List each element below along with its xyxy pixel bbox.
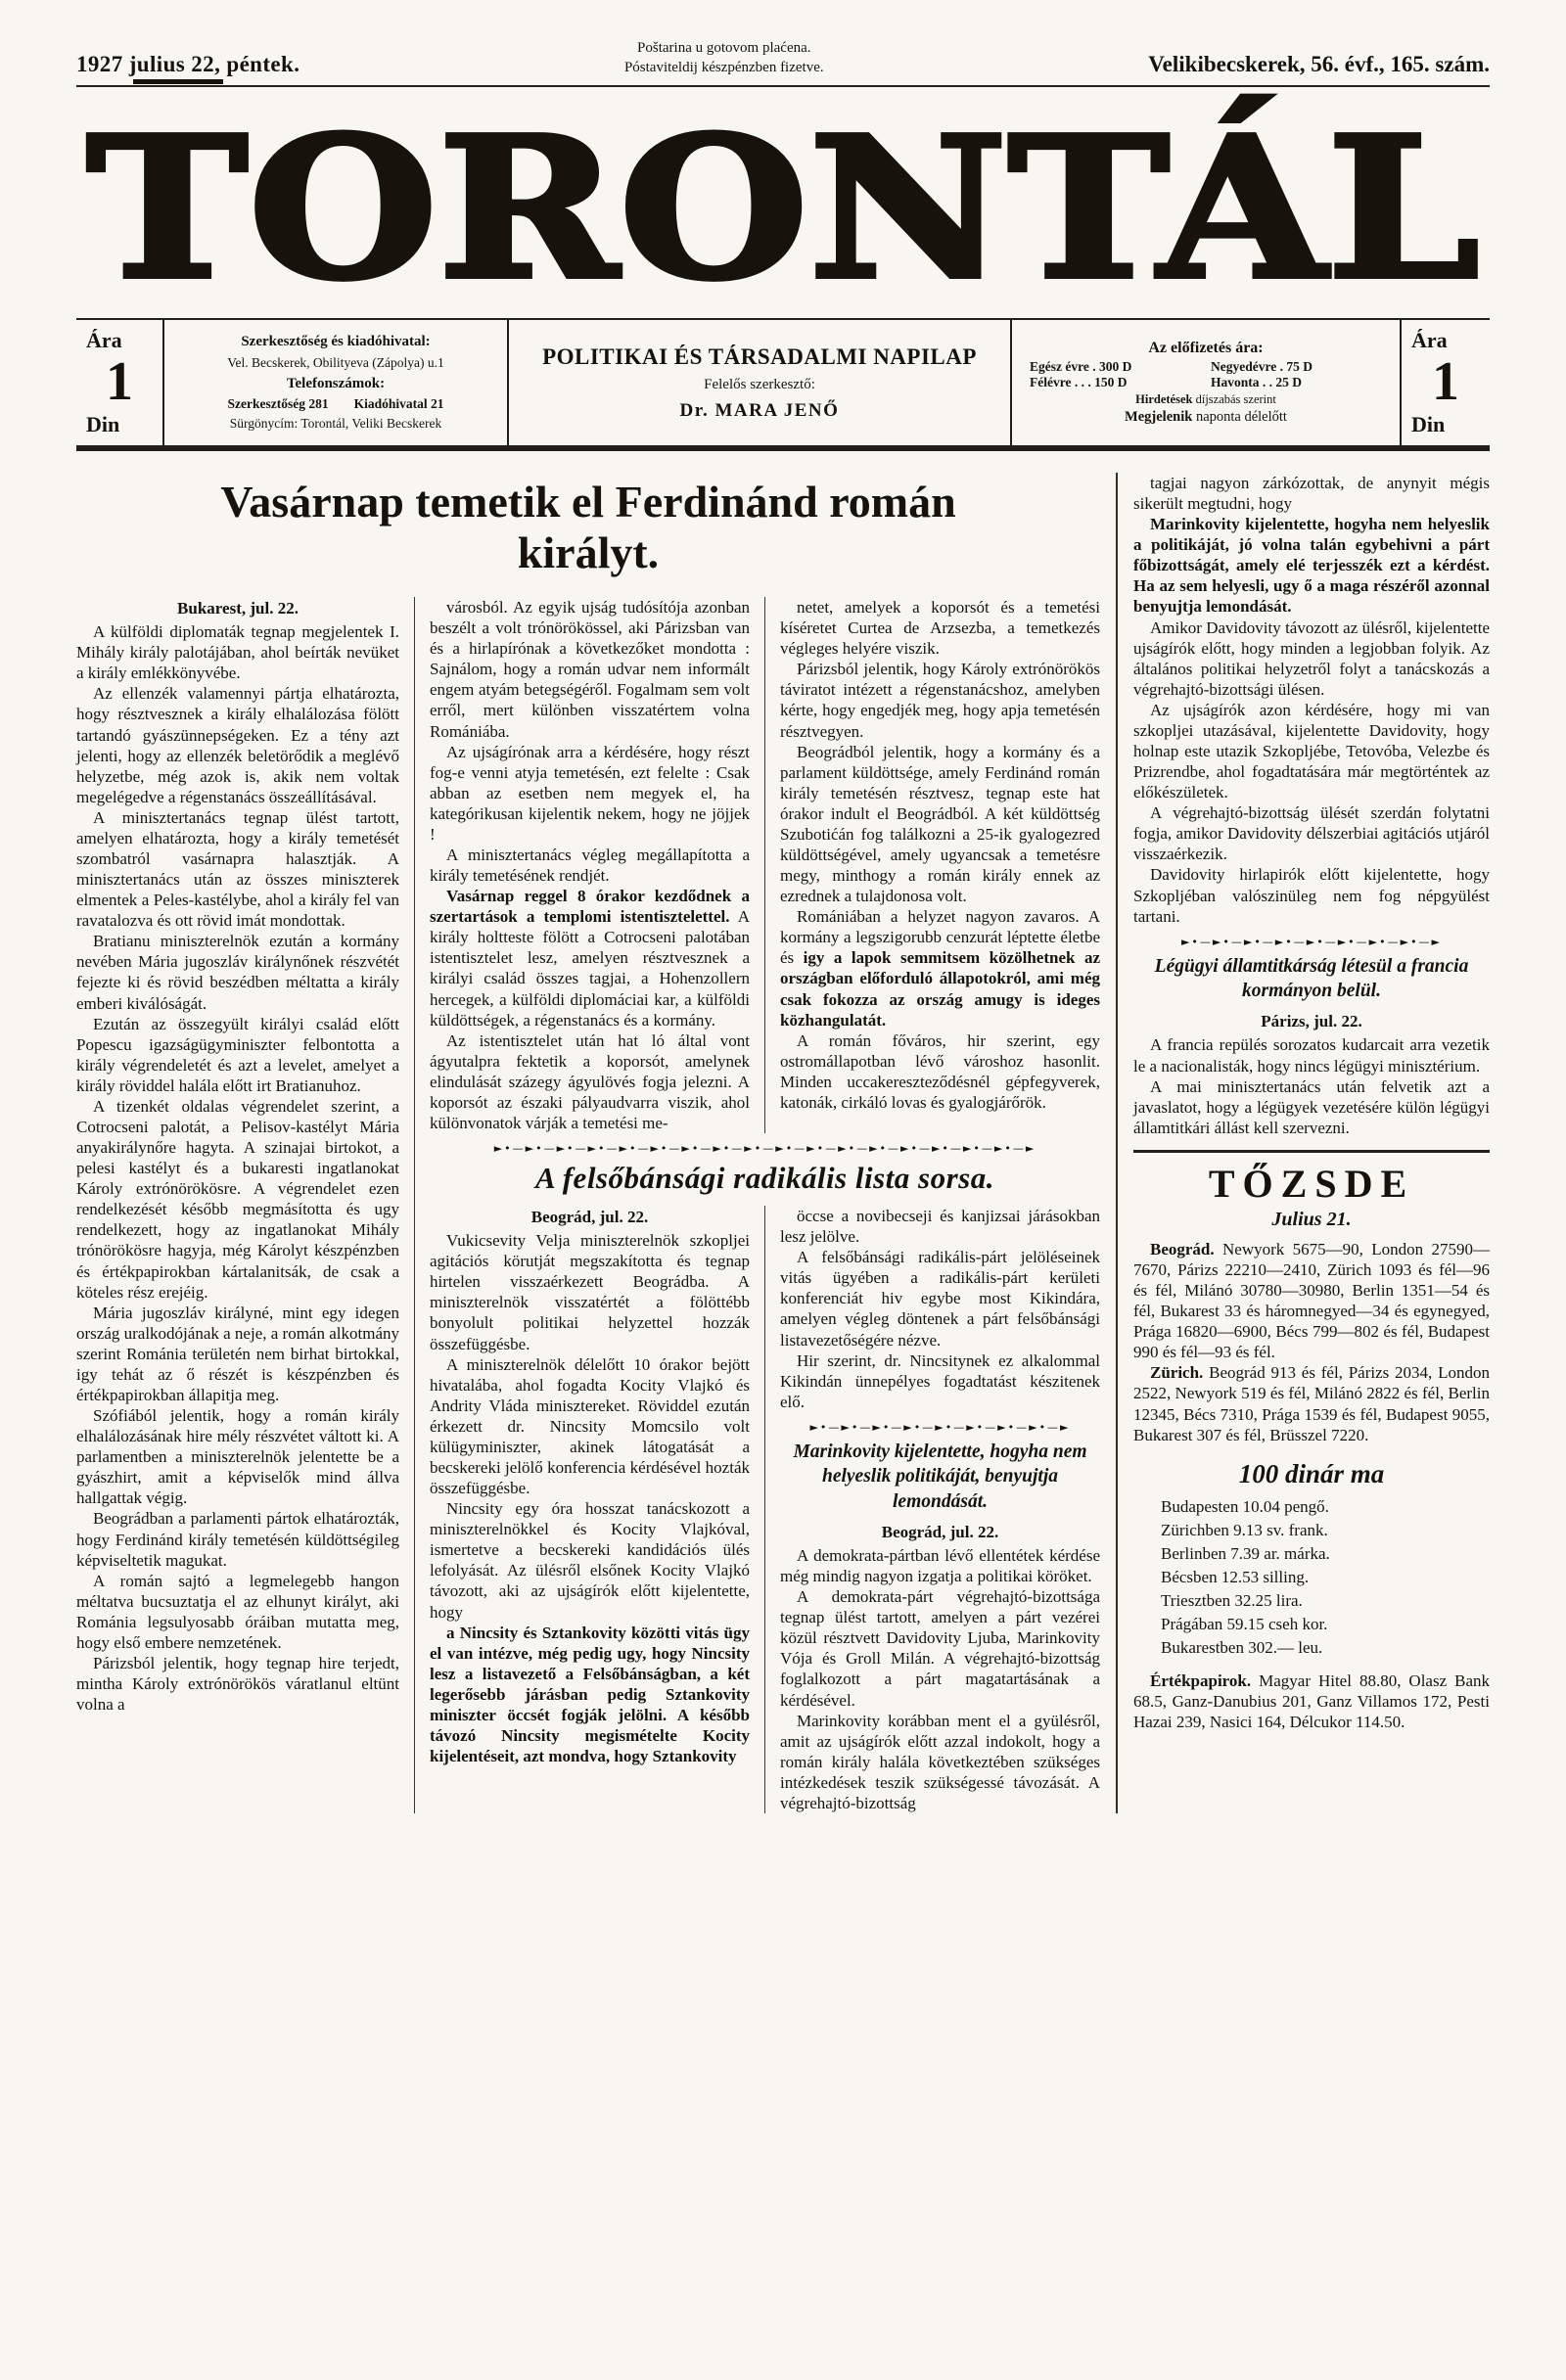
main-headline [76,477,1100,577]
phone-editorial: Szerkesztőség 281 [227,396,329,412]
second-article-column-2 [764,1206,1100,1813]
subscription-rates [1022,359,1390,390]
currency-title: 100 dinár ma [1238,1458,1385,1488]
rate-monthly: Havonta . . 25 D [1211,375,1303,389]
text-run: Vasárnap reggel 8 órakor kezdődnek a szertartások a templomi istentisztelettel. [430,887,750,927]
ornament-divider: ►•—►•—►•—►•—►•—►•—►•—►•—►•—►•—►•—►•—►•—►•—►•—►•—►•—► [493,1142,1036,1156]
middle-columns [414,597,1100,1813]
paragraph: Párizsból jelentik, hogy tegnap hire terjedt, mintha Károly extrónörökös váratlanul eltünt volna a [76,1654,399,1715]
paragraph [780,906,1100,1030]
paragraph: A mai minisztertanács után felvetik azt a javaslatot, hogy a légügyek vezetésére külön légügyi államtitkári állást kell szervezni. [1133,1076,1490,1137]
second-article-column-2-top [780,1206,1100,1412]
price-box-right [1402,320,1490,445]
text-run: Beográd. [1150,1239,1215,1259]
paragraph: Beográd, jul. 22. [530,1208,649,1227]
paragraph: Az ujságírók azon kérdésére, hogy mi van szkopljei utazásával, kijelentette Davidovity, hogy holnap este utazik Szkopljébe, Tetovóba, Velezbe és Prizrendbe, ahol fogadtatására már megtörténtek az előkészületek. [1133,700,1490,802]
paper-type: POLITIKAI ÉS TÁRSADALMI NAPILAP [542,343,977,369]
text-run: A király holtteste fölött a Cotrocseni palotában istentisztelet lesz, amelyen résztvesznek a királyi család összes tagjai, a Hohenzollern hercegek, a külföldi diplomáciai kar, a külföldi küldöttségek, a régenstanács és a kormány. [430,907,751,1030]
paragraph: Bratianu miniszterelnök ezután a kormány nevében Mária jugoszláv királynőnek részvétét fejezte ki és rövid beszédben méltatta a király emberi kiválóságát. [76,932,399,1013]
infobar [76,318,1490,451]
paragraph: Zürichben 9.13 sv. frank. [1161,1520,1328,1539]
subscription-title: Az előfizetés ára: [1148,340,1264,356]
page-body [76,473,1490,1813]
paragraph: Prágában 59.15 cseh kor. [1161,1615,1328,1634]
ornament-divider: ►•—►•—►•—►•—►•—►•—►•—►•—► [809,1420,1071,1434]
paragraph: Bukarest, jul. 22. [177,599,299,618]
postage-line-1: Poštarina u gotovom plaćena. [637,40,811,56]
paragraph: Davidovity hirlapirók előtt kijelentette, hogy Szkopljéban valószinüleg nem fog népgyülést tartani. [1133,865,1490,926]
paragraph: Beográdban a parlamenti pártok elhatározták, hogy Ferdinánd király temetésén küldöttségileg képviseltetik magukat. [76,1509,399,1570]
paragraph: Párizsból jelentik, hogy Károly extrónörökös táviratot intézett a régenstanácshoz, amelyben kérte, hogy engedjék meg, hogy apja temetésén résztvegyen. [780,660,1100,741]
topbar [76,39,1490,87]
paragraph: Mária jugoszláv királyné, mint egy idegen ország uralkodójának a neje, a román alkotmány szerint Románia területén nem birhat birtokkal, igy tehát az ő részét is készpénzben és értékpapirokban állapitja meg. [76,1303,399,1404]
paragraph: Marinkovity kijelentette, hogyha nem helyeslik a politikáját, jó volna talán egybehivni a párt főbizottságát, amely elé terjesszék ezt a kérdést. Ha az sem helyesli, ugy ő a maga részéről azonnal benyujtja lemondását. [1133,515,1490,617]
stock-exchange-section [1133,1150,1490,1445]
text-run: Beográd 913 és fél, Párizs 2034, London 2522, Newyork 519 és fél, Milánó 2822 és fél, Berlin 12345, Bécs 7310, Prága 1539 és fél, Budapest 9055, Bukarest 307 és fél, Brüsszel 7220. [1133,1363,1490,1444]
office-address: Vel. Becskerek, Obilityeva (Zápolya) u.1 [227,354,444,370]
publisher-info [164,320,509,445]
publication-note-bold: Megjelenik [1125,409,1193,425]
paragraph: városból. Az egyik ujság tudósítója azonban beszélt a volt trónörökössel, aki Párizsban van és a hirlapírónak a következőket mondotta : Sajnálom, hogy a román udvar nem informált engem atyám betegségéről. Fogalmam sem volt erről, mert különben visszatértem volna Romániába. [430,598,750,741]
marinkovity-headline: Marinkovity kijelentette, hogyha nem helyeslik politikáját, benyujtja lemondását. [793,1441,1087,1512]
issue-number: Velikibecskerek, 56. évf., 165. szám. [1148,52,1490,76]
paragraph: Berlinben 7.39 ar. márka. [1161,1543,1330,1563]
paragraph: A tizenkét oldalas végrendelet szerint, a Cotrocseni palotát, a Pelisov-kastélyt Mária anyakirálynőre hagyta. A szinajai birtokot, a pelesi kastélyt és a bukaresti ingatlanokat Károly extrónörökösre. A végrendelet ezen rendelkezését később megmásította és ugy rendelkezett, hogy az ingatlanokat Mihály trónörökösre hagyja, még Károlyt készpénzben és értékpapirokban kártalanitsák, de csak a köteles rész erejéig. [76,1096,399,1302]
paragraph: Bukarestben 302.— leu. [1161,1638,1323,1658]
office-title: Szerkesztőség és kiadóhivatal: [241,334,431,350]
paragraph: A demokrata-párt végrehajtó-bizottsága tegnap ülést tartott, amelyen a párt vezérei közül résztvett Davidovity Ljuba, Marinkovity Vója és Groll Milán. A végrehajtó-bizottság foglalkozott a párt magatartásának a kérdésével. [780,1587,1100,1710]
paragraph: A felsőbánsági radikális-párt jelöléseinek vitás ügyében a radikális-párt kerületi konferenciát hiv egybe most Kikindára, amelyen végleg döntenek a párt felsőbánsági listavezetőségére nézve. [780,1248,1100,1350]
paragraph: Az istentisztelet után hat ló által vont ágyutalpra fektetik a koporsót, amelynek elindulását százegy ágyulövés fogja jelezni. A koporsót az északi pályaudvarra viszik, ahol különvonatok várják a temetési me- [430,1030,750,1132]
right-column [1116,473,1490,1813]
paragraph: A román főváros, hir szerint, egy ostromállapotban lévő városhoz hasonlit. Minden uccakereszteződésnél gépfegyverek, katonák, cirkáló lovas és gyalogjárőrök. [780,1030,1100,1112]
securities-paragraph [1133,1671,1490,1732]
stock-exchange-report [1133,1239,1490,1445]
paragraph: Vukicsevity Velja miniszterelnök szkopljei agitációs körutját megszakította és tegnap hirtelen visszaérkezett Beográdba. A miniszterelnök visszatértét a fölöttébb bonyolult politikai helyzettel hozzák összefüggésbe. [430,1231,750,1353]
price-value: 1 [1432,351,1459,413]
masthead [76,87,1490,306]
masthead-title: TORONTÁL [85,94,1481,306]
text-run: Zürich. [1150,1363,1204,1383]
right-column-top-article [1133,473,1490,927]
paragraph: A demokrata-pártban lévő ellentétek kérdése még mindig nagyon izgatja a politikai köröket. [780,1545,1100,1586]
paragraph: tagjai nagyon zárkózottak, de anynyit mégis sikerült megtudni, hogy [1133,474,1490,514]
price-box-left [76,320,164,445]
paragraph: Ezután az összegyült királyi család előtt Popescu igazságügyminiszter felbontotta a király végrendeletét és azt a levelet, amelyet a király röviddel halála előtt irt Bratianuhoz. [76,1014,399,1095]
second-article-headline: A felsőbánsági radikális lista sorsa. [535,1161,994,1196]
paragraph: a Nincsity és Sztankovity közötti vitás ügy el van intézve, még pedig ugy, hogy Nincsity lesz a listavezető a Felsőbánságban, a két legerősebb járásban pedig Sztankovity miniszter öccsét fogják jelölni. A később távozó Nincsity megismételte Kocity kijelentéseit, azt mondva, hogy Sztankovity [430,1623,750,1766]
second-article-column-1 [430,1206,750,1813]
paragraph: A minisztertanács végleg megállapította a király temetésének rendjét. [430,845,750,886]
editor-label: Felelős szerkesztő: [704,376,815,392]
air-ministry-headline: Légügyi államtitkárság létesül a francia kormányon belül. [1154,955,1469,1002]
masthead-art [76,91,1490,306]
rate-full-year: Egész évre . 300 D [1030,359,1132,374]
issue-date: 1927 julius 22, péntek. [76,52,300,76]
phones-title: Telefonszámok: [286,375,386,391]
currency-section [1133,1459,1490,1661]
lead-article-column-3 [764,597,1100,1133]
lead-article-column-1 [76,597,399,1813]
paragraph: Beográd, jul. 22. [881,1522,999,1541]
ads-note-bold: Hirdetések [1135,392,1193,406]
paragraph: A román sajtó a legmelegebb hangon méltatva bucsuztatja el az elhunyt királyt, aki Románia legsulyosabb óráiban mutatta meg, hogy első embere nemzetének. [76,1571,399,1652]
phone-numbers [174,395,497,413]
paragraph: Szófiából jelentik, hogy a román király elhalálozásának hire mély részvétet váltott ki. A parlamentben a miniszterelnök jelentette be a gyászhirt, amit a képviselők mind állva hallgattak végig. [76,1406,399,1508]
paragraph: Az ujságírónak arra a kérdésére, hogy részt fog-e venni atyja temetésén, ezt felelte : Csak abban az esetben nem megyek el, ha kategórikusan kijelentik nekem, hogy ne jöjjek ! [430,742,750,844]
publication-note-rest: naponta délelőtt [1192,409,1287,425]
ads-note [1022,392,1390,407]
paragraph: netet, amelyek a koporsót és a temetési kíséretet Curtea de Arzsezba, a temetkezés végleges helyére viszik. [780,598,1100,659]
paragraph: A minisztertanács tegnap ülést tartott, amelyen elhatározta, hogy a király temetését szombatról vasárnapra halasztják. A minisztertanács után az összes miniszterek elmentek a Peles-kastélybe, ahol a király fel van ravatalozva és ott rövid imát mondottak. [76,807,399,931]
phone-publishing: Kiadóhivatal 21 [353,396,444,412]
stock-exchange-date: Julius 21. [1271,1208,1352,1230]
paragraph: Hir szerint, dr. Nincsitynek ez alkalommal Kikindán ünnepélyes fogadtatást készitenek elő. [780,1350,1100,1411]
editor-name: Dr. MARA JENŐ [679,399,840,421]
paragraph: A francia repülés sorozatos kudarcait arra vezetik le a nacionalisták, hogy nincs légügyi minisztérium. [1133,1035,1490,1076]
paragraph: öccse a novibecseji és kanjizsai járásokban lesz jelölve. [780,1207,1100,1247]
text-run: Newyork 5675—90, London 27590—7670, Párizs 22210—2410, Zürich 1093 és fél—96 és fél, Milánó 30780—30980, Berlin 1351—54 és fél, Bukarest 33 és háromnegyed—34 és egynegyed, Prága 16820—6900, Bécs 799—802 és fél, Budapest 990 és fél—93 és fél. [1133,1239,1490,1362]
text-run: Romániában a helyzet nagyon zavaros. A kormány a legszigorubb cenzurát léptette életbe és [780,907,1100,968]
text-run: Magyar Hitel 88.80, Olasz Bank 68.5, Ganz-Danubius 201, Ganz Villamos 172, Pesti Hazai 239, Nasici 164, Délcukor 114.50. [1133,1671,1490,1731]
paragraph: Bécsben 12.53 silling. [1161,1568,1310,1587]
rate-quarter-year: Negyedévre . 75 D [1211,359,1313,374]
paragraph: Budapesten 10.04 pengő. [1161,1496,1329,1516]
text-run: Értékpapirok. [1150,1671,1252,1690]
publication-note [1022,409,1390,426]
marinkovity-article [780,1522,1100,1813]
lead-article-column-2 [430,597,750,1133]
price-value: 1 [106,351,133,413]
currency-rates-list [1133,1495,1490,1661]
paragraph: Marinkovity korábban ment el a gyülésről, amit az ujságírók előtt azzal indokolt, hogy a román király halála következtében szükséges intézkedések teszik szükségessé távozását. A végrehajtó-bizottság [780,1711,1100,1812]
paragraph [430,886,750,1030]
air-ministry-article [1133,1011,1490,1137]
price-label: Ára [86,328,122,352]
paragraph: Amikor Davidovity távozott az ülésről, kijelentette ujságírók előtt, hogy minden a legjobban folyik. Az általános politikai helyzetről folyt a tanácskozás a végrehajtó-bizottsági ülésen. [1133,618,1490,699]
postage-note [624,39,824,77]
price-currency: Din [86,412,120,436]
paragraph [1133,1362,1490,1444]
paper-type-box [509,320,1012,445]
paragraph: Nincsity egy óra hosszat tanácskozott a miniszterelnökkel és Kocity Vlajkóval, ismertetve a becskereki kandidációs ülés lefolyását. Az ülésről elsőnek Kocity Vlajkó távozott, aki az ujságírók előtt kijelentette, hogy [430,1499,750,1622]
main-headline-line-2: királyt. [517,526,660,577]
subscription-info [1012,320,1402,445]
ads-note-rest: díjszabás szerint [1192,392,1276,406]
ornament-divider: ►•—►•—►•—►•—►•—►•—►•—►•—► [1180,935,1443,948]
paragraph: Párizs, jul. 22. [1261,1012,1362,1031]
paragraph: A külföldi diplomaták tegnap megjelentek I. Mihály király palotájában, ahol beírták nevüket a király emlékkönyvébe. [76,622,399,683]
telegraph-address: Sürgönycím: Torontál, Veliki Becskerek [229,416,442,432]
price-label: Ára [1411,328,1448,352]
paragraph: A végrehajtó-bizottság ülését szerdán folytatni fogja, amikor Davidovity délszerbiai agitációs utjáról visszaérkezik. [1133,803,1490,864]
paragraph: Triesztben 32.25 lira. [1161,1591,1303,1611]
paragraph [1133,1239,1490,1362]
text-run: igy a lapok semmitsem közölhetnek az országban előforduló állapotokról, ami még csak fokozza az ország amugy is ideges közhangulatát. [780,948,1100,1030]
price-currency: Din [1411,412,1446,436]
paragraph: Az ellenzék valamennyi pártja elhatározta, hogy résztvesznek a király elhalálozása fölött tartandó gyászünnepségeken. Ez a tény azt jelenti, hogy az ellenzék beletörődik a meglévő helyzetbe, még azok is, akik nem voltak megelégedve a régenstanács összeállításával. [76,684,399,806]
paragraph: Beográdból jelentik, hogy a kormány és a parlament küldöttsége, amely Ferdinánd román király temetésén résztvesz, tegnap este hat órakor indult el Beográdból. A két küldöttség Szubotićán fog találkozni a 25-ik gyalogezred küldöttségével, amely ugyancsak a temetésre megy, minthogy a román király ennek az ezrednek a tulajdonosa volt. [780,742,1100,906]
paragraph: A miniszterelnök délelőtt 10 órakor bejött hivatalába, ahol fogadta Kocity Vlajkó és Andrity Vláda minisztereket. Röviddel ezután érkezett dr. Nincsity Momcsilo volt külügyminiszter, akinek látogatását a becskereki jelölő konferencia kérdésével hozták összefüggésbe. [430,1354,750,1498]
lead-article-zone [76,473,1100,1813]
stock-exchange-title: TŐZSDE [1208,1161,1415,1206]
rate-half-year: Félévre . . . 150 D [1030,375,1128,389]
postage-line-2: Póstaviteldij készpénzben fizetve. [623,59,824,75]
paragraph [1133,1671,1490,1732]
main-headline-line-1: Vasárnap temetik el Ferdinánd román [220,477,956,526]
